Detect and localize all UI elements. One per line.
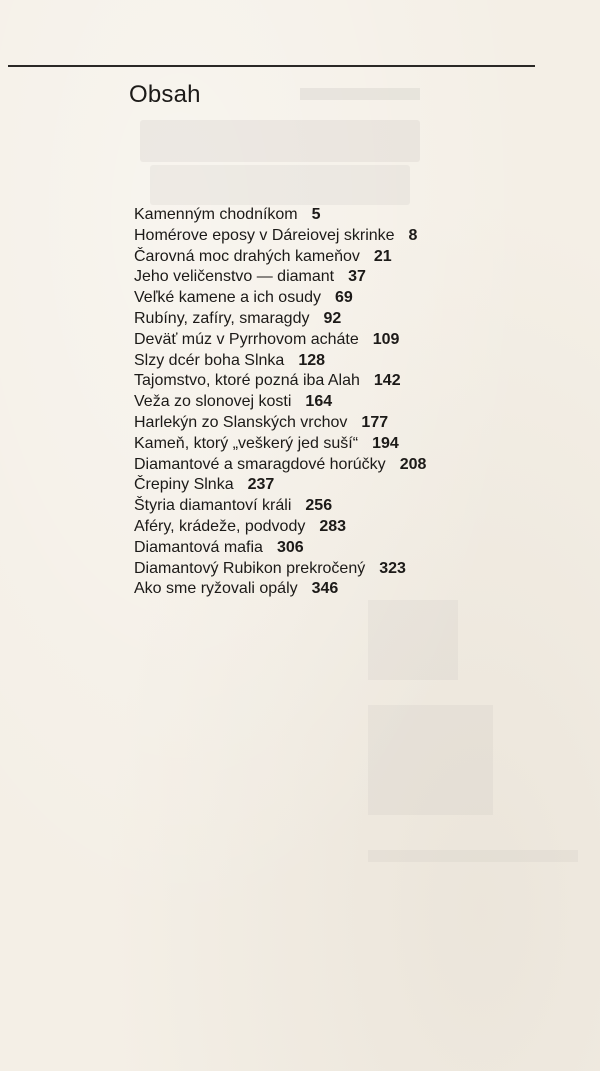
toc-entry-page-number: 208 <box>399 455 427 473</box>
toc-entry <box>134 267 564 288</box>
toc-entry-page-number: 5 <box>311 206 321 223</box>
toc-entry <box>134 226 564 247</box>
bleed-through-block-6 <box>368 850 578 862</box>
top-rule <box>8 65 535 67</box>
bleed-through-block-2 <box>140 120 420 162</box>
toc-entry <box>134 538 564 559</box>
toc-entry-title: Rubíny, zafíry, smaragdy <box>134 309 310 327</box>
toc-entry <box>134 309 564 330</box>
toc-entry-page-number: 92 <box>323 309 342 327</box>
bleed-through-block-1 <box>300 88 420 100</box>
toc-entry-page-number: 21 <box>373 247 392 265</box>
toc-entry-page-number: 256 <box>305 497 333 515</box>
toc-entry <box>134 455 564 476</box>
toc-entry <box>134 247 564 268</box>
toc-entry-title: Črepiny Slnka <box>134 476 234 494</box>
toc-entry-page-number: 8 <box>408 226 418 244</box>
toc-entry <box>134 351 564 372</box>
toc-entry-title: Slzy dcér boha Slnka <box>134 351 285 369</box>
toc-entry <box>134 496 564 517</box>
toc-entry-page-number: 37 <box>348 268 366 286</box>
toc-entry-page-number: 194 <box>372 434 399 452</box>
bleed-through-block-3 <box>150 165 410 205</box>
toc-entry <box>134 434 564 455</box>
toc-entry-page-number: 306 <box>276 538 304 556</box>
toc-entry-title: Kamenným chodníkom <box>134 206 298 223</box>
toc-entry-page-number: 164 <box>305 393 333 411</box>
toc-entry <box>134 288 564 309</box>
toc-entry-title: Tajomstvo, ktoré pozná iba Alah <box>134 372 360 390</box>
bleed-through-block-4 <box>368 600 458 680</box>
toc-entry-page-number: 128 <box>298 351 326 369</box>
toc-entry-title: Diamantové a smaragdové horúčky <box>134 455 386 473</box>
toc-entry-title: Štyria diamantoví králi <box>134 497 292 515</box>
toc-entry-title: Aféry, krádeže, podvody <box>134 517 306 535</box>
toc-entry-title: Diamantový Rubikon prekročený <box>134 559 366 577</box>
toc-entry-title: Veža zo slonovej kosti <box>134 393 292 411</box>
toc-entry-title: Diamantová mafia <box>134 538 263 556</box>
toc-entry-title: Homérove eposy v Dáreiovej skrinke <box>134 226 395 244</box>
page-title: Obsah <box>129 81 201 108</box>
toc-entry-page-number: 323 <box>379 559 406 577</box>
toc-entry <box>134 559 564 580</box>
bleed-through-block-5 <box>368 705 493 815</box>
toc-entry-page-number: 346 <box>311 580 339 598</box>
toc-entry <box>134 330 564 351</box>
toc-entry-title: Ako sme ryžovali opály <box>134 580 298 598</box>
table-of-contents <box>134 205 564 600</box>
toc-entry-title: Harlekýn zo Slanských vrchov <box>134 413 348 431</box>
toc-entry-page-number: 237 <box>247 476 275 494</box>
toc-entry-title: Deväť múz v Pyrrhovom acháte <box>134 330 359 348</box>
toc-entry <box>134 392 564 413</box>
toc-entry <box>134 413 564 434</box>
toc-entry <box>134 579 564 600</box>
toc-entry <box>134 475 564 496</box>
toc-entry <box>134 371 564 392</box>
toc-entry-title: Jeho veličenstvo — diamant <box>134 268 335 286</box>
toc-entry-page-number: 109 <box>372 330 400 348</box>
toc-entry-title: Veľké kamene a ich osudy <box>134 289 321 307</box>
toc-entry-page-number: 142 <box>373 372 401 390</box>
toc-entry-page-number: 177 <box>361 413 389 431</box>
toc-entry <box>134 517 564 538</box>
toc-entry-page-number: 283 <box>319 517 347 535</box>
toc-entry-title: Čarovná moc drahých kameňov <box>134 247 360 265</box>
toc-entry <box>134 205 564 226</box>
toc-entry-page-number: 69 <box>335 289 353 307</box>
toc-entry-title: Kameň, ktorý „veškerý jed suší“ <box>134 434 359 452</box>
